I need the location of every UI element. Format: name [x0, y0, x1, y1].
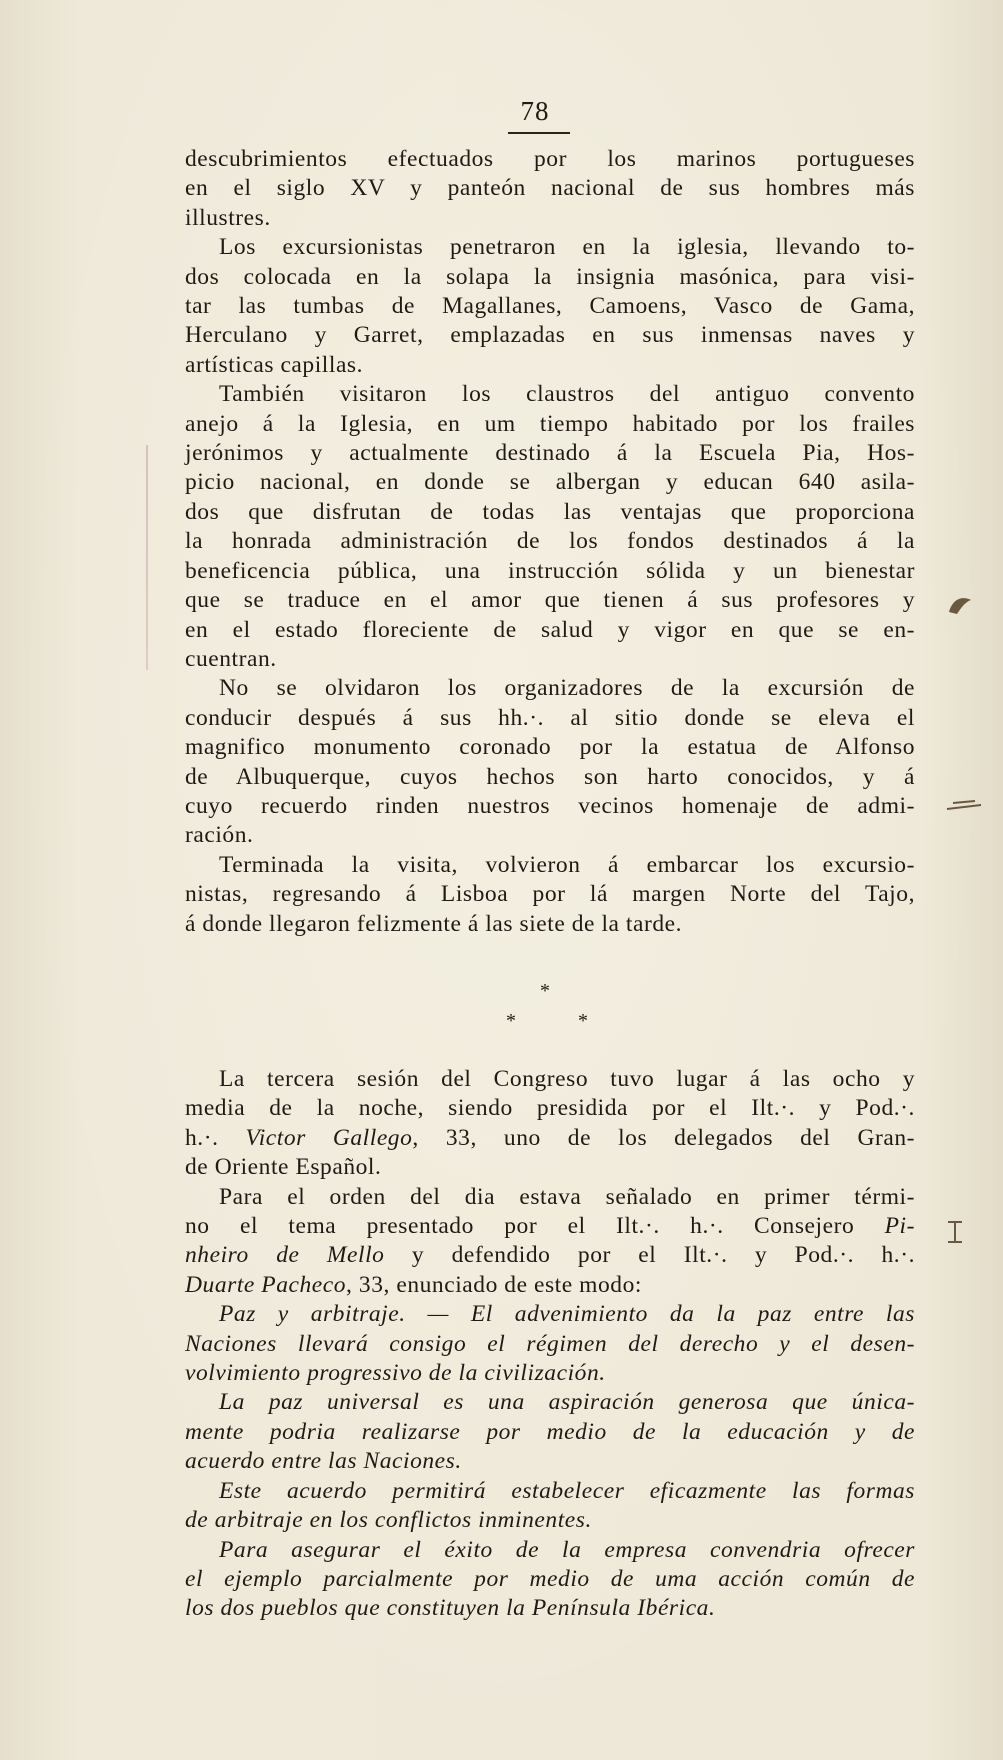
person-name: nheiro de Mello: [185, 1242, 385, 1269]
text-line: Naciones llevará consigo el régimen del derecho y el desen-: [185, 1330, 915, 1357]
text-line: No se olvidaron los organizadores de la excursión de: [219, 675, 915, 702]
asterism-star: *: [540, 980, 550, 1002]
margin-ornament-icon: [942, 1218, 968, 1248]
text-line: volvimiento progressivo de la civilización.: [185, 1360, 606, 1387]
text-line: la honrada administración de los fondos destinados á la: [185, 528, 915, 555]
text-line: beneficencia pública, una instrucción sólida y un bienestar: [185, 557, 915, 584]
text-line: cuyo recuerdo rinden nuestros vecinos homenaje de admi-: [185, 792, 915, 819]
text-line: También visitaron los claustros del antiguo convento: [219, 381, 915, 408]
page-number-rule: [508, 132, 570, 134]
text-line: conducir después á sus hh.·. al sitio donde se eleva el: [185, 704, 915, 731]
text-line: á donde llegaron felizmente á las siete de la tarde.: [185, 910, 683, 937]
text-line: tar las tumbas de Magallanes, Camoens, Vasco de Gama,: [185, 293, 915, 320]
text-line: [185, 1212, 915, 1241]
text-run: , 33, enunciado de este modo:: [346, 1271, 642, 1298]
text-line: La paz universal es una aspiración generosa que única-: [219, 1389, 915, 1416]
text-line: dos que disfrutan de todas las ventajas que proporciona: [185, 498, 915, 525]
text-line: acuerdo entre las Naciones.: [185, 1448, 462, 1475]
text-line: anejo á la Iglesia, en um tiempo habitado por los frailes: [185, 410, 915, 437]
text-line: dos colocada en la solapa la insignia masónica, para visi-: [185, 263, 915, 290]
text-line: Paz y arbitraje. — El advenimiento da la paz entre las: [219, 1301, 915, 1328]
person-name: Duarte Pacheco: [185, 1271, 347, 1298]
text-line: Terminada la visita, volvieron á embarcar los excursio-: [219, 851, 915, 878]
text-line: jerónimos y actualmente destinado á la Escuela Pia, Hos-: [185, 440, 915, 467]
text-line: mente podria realizarse por medio de la educación y de: [185, 1418, 915, 1445]
text-line: cuentran.: [185, 645, 277, 672]
text-line: de Albuquerque, cuyos hechos son harto conocidos, y á: [185, 763, 915, 790]
person-name: Victor Gallego: [245, 1124, 413, 1151]
text-line: [185, 1241, 915, 1270]
text-line: Para el orden del dia estava señalado en primer térmi-: [219, 1183, 915, 1210]
text-line: el ejemplo parcialmente por medio de uma acción común de: [185, 1565, 915, 1592]
text-run: h.·.: [185, 1124, 246, 1151]
text-run: y defendido por el Ilt.·. y Pod.·. h.·.: [384, 1242, 915, 1269]
person-name: Pi-: [884, 1213, 915, 1240]
text-line: Este acuerdo permitirá estabelecer eficazmente las formas: [219, 1477, 915, 1504]
text-line: picio nacional, en donde se albergan y educan 640 asila-: [185, 469, 915, 496]
text-line: Herculano y Garret, emplazadas en sus inmensas naves y: [185, 322, 915, 349]
text-line: en el estado floreciente de salud y vigor en que se en-: [185, 616, 915, 643]
text-line: illustres.: [185, 204, 271, 231]
text-line: de Oriente Español.: [185, 1154, 382, 1181]
body-text-section-1: [185, 145, 915, 939]
text-line: Los excursionistas penetraron en la iglesia, llevando to-: [219, 234, 915, 261]
text-line: media de la noche, siendo presidida por el Ilt.·. y Pod.·.: [185, 1095, 915, 1122]
text-line: La tercera sesión del Congreso tuvo lugar á las ocho y: [219, 1066, 915, 1092]
text-line: nistas, regresando á Lisboa por lá margen Norte del Tajo,: [185, 881, 915, 908]
text-line: los dos pueblos que constituyen la Península Ibérica.: [185, 1595, 716, 1622]
text-line: [185, 1271, 915, 1300]
page-number: 78: [520, 96, 550, 126]
text-line: de arbitraje en los conflictos inminentes.: [185, 1507, 592, 1534]
text-line: descubrimientos efectuados por los marinos portugueses: [185, 146, 915, 172]
text-line: Para asegurar el éxito de la empresa convendria ofrecer: [219, 1536, 915, 1563]
text-run: no el tema presentado por el Ilt.·. h.·. Consejero: [185, 1213, 885, 1240]
asterism-star: *: [506, 1010, 516, 1032]
margin-ornament-icon: [945, 795, 985, 817]
margin-ornament-icon: [945, 592, 975, 618]
text-line: artísticas capillas.: [185, 351, 364, 378]
body-text-section-2: [185, 1065, 915, 1624]
text-run: , 33, uno de los delegados del Gran-: [412, 1124, 916, 1151]
asterism-divider: [500, 980, 600, 1040]
text-line: [185, 1124, 915, 1153]
margin-pencil-mark: [146, 445, 148, 670]
asterism-star: *: [578, 1010, 588, 1032]
text-line: en el siglo XV y panteón nacional de sus hombres más: [185, 175, 915, 202]
text-line: ración.: [185, 822, 254, 849]
text-line: que se traduce en el amor que tienen á sus profesores y: [185, 587, 915, 614]
text-line: magnifico monumento coronado por la estatua de Alfonso: [185, 734, 915, 761]
